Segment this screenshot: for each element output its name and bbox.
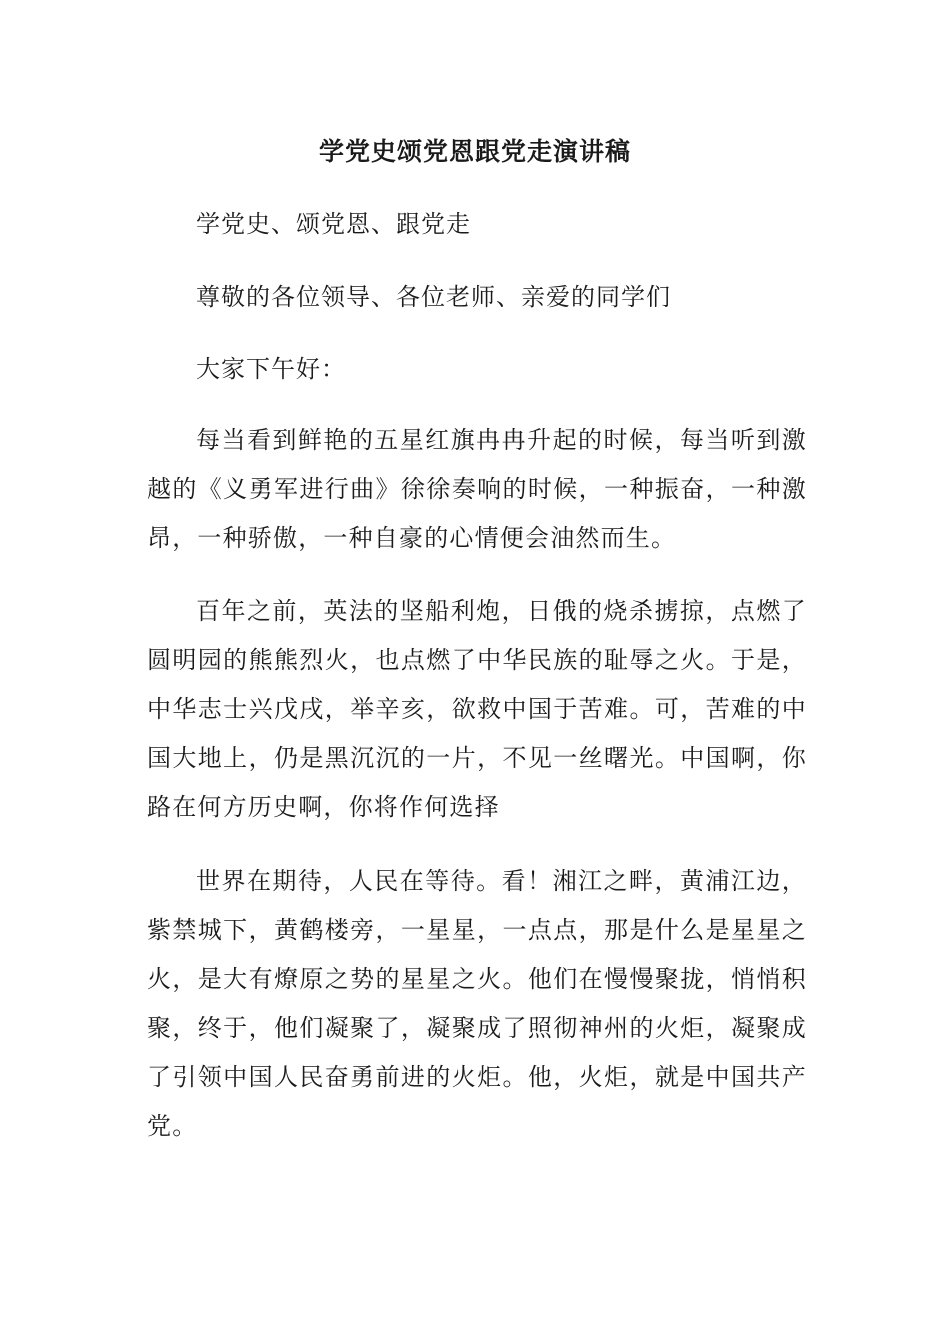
document-title: 学党史颂党恩跟党走演讲稿 <box>318 137 631 166</box>
subtitle-line: 学党史、颂党恩、跟党走 <box>196 210 471 238</box>
salutation-line: 尊敬的各位领导、各位老师、亲爱的同学们 <box>196 283 671 311</box>
paragraph-1: 每当看到鲜艳的五星红旗冉冉升起的时候，每当听到激越的《义勇军进行曲》徐徐奏响的时候，一种振奋，一种激昂，一种骄傲，一种自豪的心情便会油然而生。 <box>147 426 807 552</box>
paragraph-3: 世界在期待，人民在等待。看！湘江之畔，黄浦江边，紫禁城下，黄鹤楼旁，一星星，一点点，那是什么是星星之火，是大有燎原之势的星星之火。他们在慢慢聚拢，悄悄积聚，终于，他们凝聚了，凝聚成了照彻神州的火炬，凝聚成了引领中国人民奋勇前进的火炬。他，火炬，就是中国共产党。 <box>147 867 807 1140</box>
paragraph-2: 百年之前，英法的坚船利炮，日俄的烧杀掳掠，点燃了圆明园的熊熊烈火，也点燃了中华民族的耻辱之火。于是，中华志士兴戊戌，举辛亥，欲救中国于苦难。可，苦难的中国大地上，仍是黑沉沉的一片，不见一丝曙光。中国啊，你路在何方历史啊，你将作何选择 <box>147 597 807 821</box>
greeting-line: 大家下午好： <box>196 355 346 383</box>
